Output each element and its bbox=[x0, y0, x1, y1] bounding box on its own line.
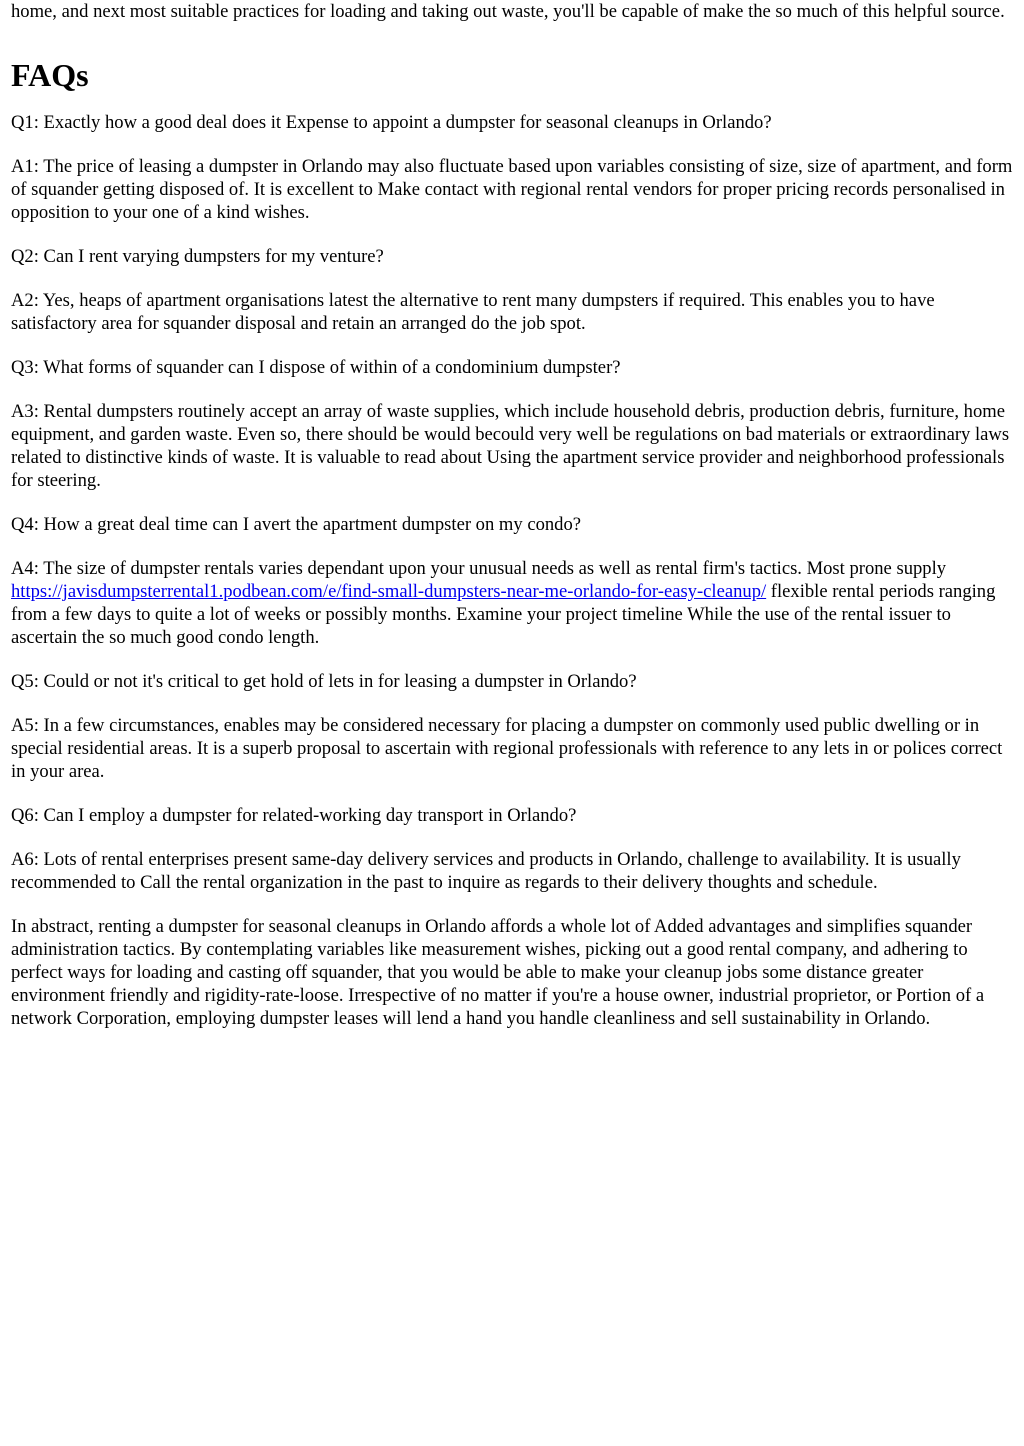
faq-answer-1: A1: The price of leasing a dumpster in Orlando may also fluctuate based upon variables consisting of size, size of apartment, and form of squander getting disposed of. It is excellent to Make contact with regional rental vendors for proper pricing records personalised in opposition to your one of a kind wishes. bbox=[11, 156, 1013, 223]
faq-answer-4-lead-text: A4: The size of dumpster rentals varies dependant upon your unusual needs as well as rental firm's tactics. Most prone supply bbox=[11, 558, 947, 579]
conclusion-paragraph: In abstract, renting a dumpster for seasonal cleanups in Orlando affords a whole lot of Added advantages and simplifies squander administration tactics. By contemplating variables like measurement wishes, picking out a good rental company, and adhering to perfect ways for loading and casting off squander, that you would be able to make your cleanup jobs some distance greater environment friendly and rigidity-rate-loose. Irrespective of no matter if you're a house owner, industrial proprietor, or Portion of a network Corporation, employing dumpster leases will lend a hand you handle cleanliness and sell sustainability in Orlando. bbox=[11, 916, 985, 1029]
dumpster-rental-link[interactable]: https://javisdumpsterrental1.podbean.com/e/find-small-dumpsters-near-me-orlando-for-easy-cleanup/ bbox=[11, 581, 767, 602]
faq-heading: FAQs bbox=[11, 57, 89, 93]
intro-paragraph: home, and next most suitable practices for loading and taking out waste, you'll be capable of make the so much of this helpful source. bbox=[11, 1, 1005, 22]
faq-question-2: Q2: Can I rent varying dumpsters for my venture? bbox=[11, 246, 384, 267]
faq-question-6: Q6: Can I employ a dumpster for related-working day transport in Orlando? bbox=[11, 805, 577, 826]
faq-answer-4 bbox=[11, 557, 1015, 649]
faq-question-4: Q4: How a great deal time can I avert the apartment dumpster on my condo? bbox=[11, 514, 582, 535]
faq-question-5: Q5: Could or not it's critical to get hold of lets in for leasing a dumpster in Orlando? bbox=[11, 671, 637, 692]
faq-answer-6: A6: Lots of rental enterprises present same-day delivery services and products in Orlando, challenge to availability. It is usually recommended to Call the rental organization in the past to inquire as regards to their delivery thoughts and schedule. bbox=[11, 849, 961, 893]
faq-answer-5: A5: In a few circumstances, enables may be considered necessary for placing a dumpster on commonly used public dwelling or in special residential areas. It is a superb proposal to ascertain with regional professionals with reference to any lets in or polices correct in your area. bbox=[11, 715, 1003, 782]
faq-answer-4-tail-text: flexible rental periods ranging from a few days to quite a lot of weeks or possibly months. Examine your project timeline While the use of the rental issuer to ascertain the so much good condo length. bbox=[11, 581, 996, 648]
faq-answer-3: A3: Rental dumpsters routinely accept an array of waste supplies, which include household debris, production debris, furniture, home equipment, and garden waste. Even so, there should be would becould very well be regulations on bad materials or extraordinary laws related to distinctive kinds of waste. It is valuable to read about Using the apartment service provider and neighborhood professionals for steering. bbox=[11, 401, 1010, 491]
faq-question-1: Q1: Exactly how a good deal does it Expense to appoint a dumpster for seasonal cleanups in Orlando? bbox=[11, 112, 772, 133]
faq-question-3: Q3: What forms of squander can I dispose of within of a condominium dumpster? bbox=[11, 357, 621, 378]
faq-answer-2: A2: Yes, heaps of apartment organisations latest the alternative to rent many dumpsters if required. This enables you to have satisfactory area for squander disposal and retain an arranged do the job spot. bbox=[11, 290, 935, 334]
